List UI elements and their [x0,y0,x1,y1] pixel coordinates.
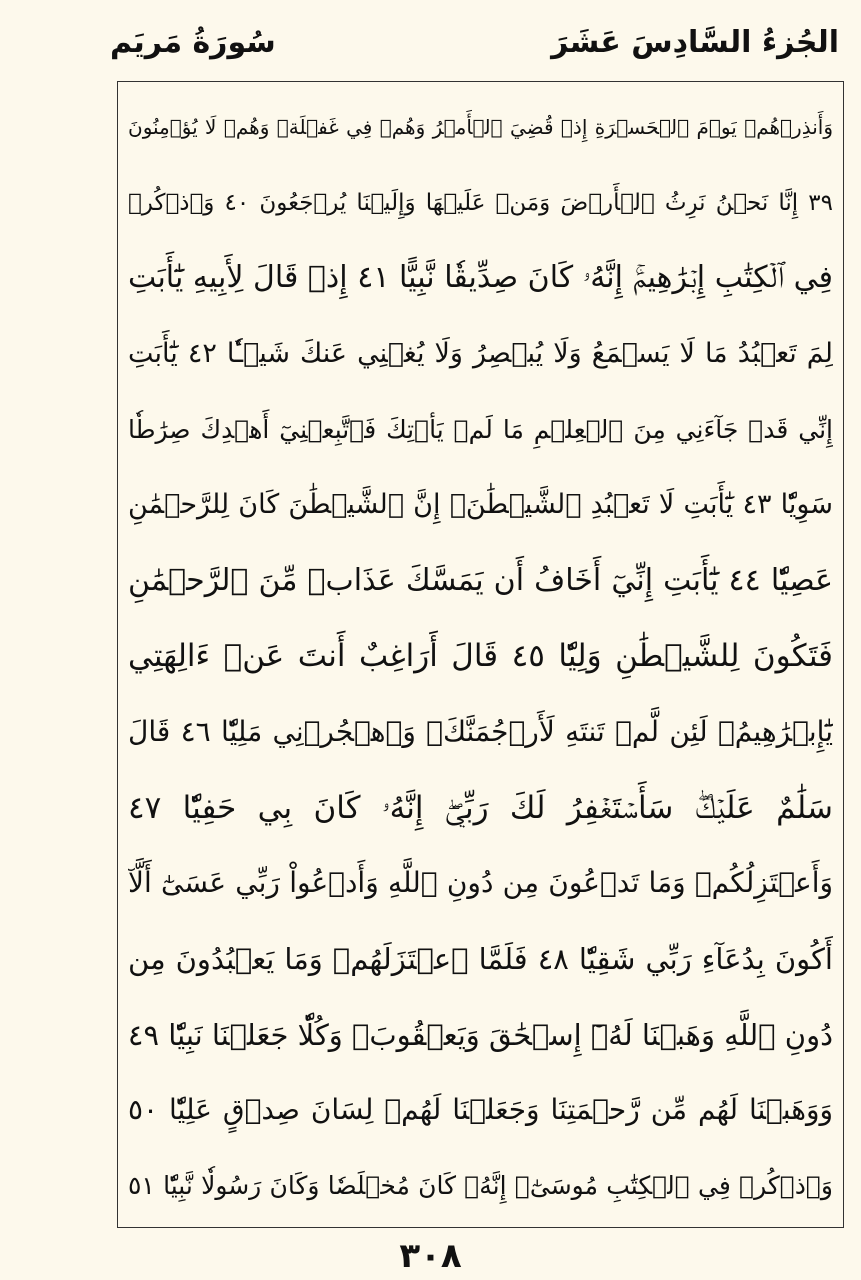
verse-line-text: عَصِيّٗا ٤٤ يَٰٓأَبَتِ إِنِّيٓ أَخَافُ أَن يَمَسَّكَ عَذَابٞ مِّنَ ٱلرَّحۡمَٰنِ [128,562,833,598]
verse-line-text: دُونِ ٱللَّهِ وَهَبۡنَا لَهُۥٓ إِسۡحَٰقَ وَيَعۡقُوبَۖ وَكُلّٗا جَعَلۡنَا نَبِيّٗا ٤٩ [128,1017,833,1052]
verse-line [128,1077,833,1143]
verse-line-text: وَٱذۡكُرۡ فِي ٱلۡكِتَٰبِ مُوسَىٰٓۚ إِنَّهُۥ كَانَ مُخۡلَصٗا وَكَانَ رَسُولٗا نَّبِيّٗا ٥١ [128,1170,833,1200]
verse-line-text: وَوَهَبۡنَا لَهُم مِّن رَّحۡمَتِنَا وَجَعَلۡنَا لَهُمۡ لِسَانَ صِدۡقٍ عَلِيّٗا ٥٠ [128,1093,833,1127]
surah-title: سُورَةُ مَريَم [110,25,276,60]
verse-lines [128,94,833,1219]
verse-line-text: سَوِيّٗا ٤٣ يَٰٓأَبَتِ لَا تَعۡبُدِ ٱلشَّيۡطَٰنَۖ إِنَّ ٱلشَّيۡطَٰنَ كَانَ لِلرَّحۡمَٰنِ [128,489,833,521]
verse-line-text: وَأَنذِرۡهُمۡ يَوۡمَ ٱلۡحَسۡرَةِ إِذۡ قُضِيَ ٱلۡأَمۡرُ وَهُمۡ فِي غَفۡلَةٖ وَهُمۡ لَا يُؤۡمِنُونَ [128,115,833,139]
verse-line [128,321,833,387]
page-header [110,18,839,68]
verse-line-text: ٣٩ إِنَّا نَحۡنُ نَرِثُ ٱلۡأَرۡضَ وَمَنۡ عَلَيۡهَا وَإِلَيۡنَا يُرۡجَعُونَ ٤٠ وَٱذۡكُرۡ [128,189,833,216]
verse-line-text: فَتَكُونَ لِلشَّيۡطَٰنِ وَلِيّٗا ٤٥ قَالَ أَرَاغِبٌ أَنتَ عَنۡ ءَالِهَتِي [128,638,833,675]
verse-line-text: فِي ٱلۡكِتَٰبِ إِبۡرَٰهِيمَۚ إِنَّهُۥ كَانَ صِدِّيقٗا نَّبِيًّا ٤١ إِذۡ قَالَ لِأَبِيهِ يَٰٓأَبَتِ [128,260,833,296]
verse-line-text: سَلَٰمٌ عَلَيۡكَۖ سَأَسۡتَغۡفِرُ لَكَ رَبِّيٓۖ إِنَّهُۥ كَانَ بِي حَفِيّٗا ٤٧ [128,789,833,826]
verse-line [128,699,833,765]
verse-line [128,1153,833,1219]
verse-line-text: إِنِّي قَدۡ جَآءَنِي مِنَ ٱلۡعِلۡمِ مَا لَمۡ يَأۡتِكَ فَٱتَّبِعۡنِيٓ أَهۡدِكَ صِرَٰطٗا [128,414,833,444]
verse-line [128,548,833,614]
verse-line [128,472,833,538]
page-number: ٣٠٨ [399,1236,462,1276]
verse-line-text: يَٰٓإِبۡرَٰهِيمُۖ لَئِن لَّمۡ تَنتَهِ لَأَرۡجُمَنَّكَۖ وَٱهۡجُرۡنِي مَلِيّٗا ٤٦ قَالَ [128,715,833,749]
verse-line [128,623,833,689]
verse-line [128,1002,833,1068]
verse-line-text: أَكُونَ بِدُعَآءِ رَبِّي شَقِيّٗا ٤٨ فَلَمَّا ٱعۡتَزَلَهُمۡ وَمَا يَعۡبُدُونَ مِن [128,942,833,977]
verse-line [128,850,833,916]
verse-line-text: لِمَ تَعۡبُدُ مَا لَا يَسۡمَعُ وَلَا يُبۡصِرُ وَلَا يُغۡنِي عَنكَ شَيۡـٔٗا ٤٢ يَٰٓأَبَتِ [128,337,833,369]
verse-line [128,926,833,992]
verse-line [128,775,833,841]
verse-line [128,397,833,463]
verse-line [128,245,833,311]
juz-title: الجُزءُ السَّادِسَ عَشَرَ [551,25,839,60]
verse-line [128,94,833,160]
verse-line-text: وَأَعۡتَزِلُكُمۡ وَمَا تَدۡعُونَ مِن دُونِ ٱللَّهِ وَأَدۡعُواْ رَبِّي عَسَىٰٓ أَلَّآ [128,866,833,900]
verse-line [128,170,833,236]
